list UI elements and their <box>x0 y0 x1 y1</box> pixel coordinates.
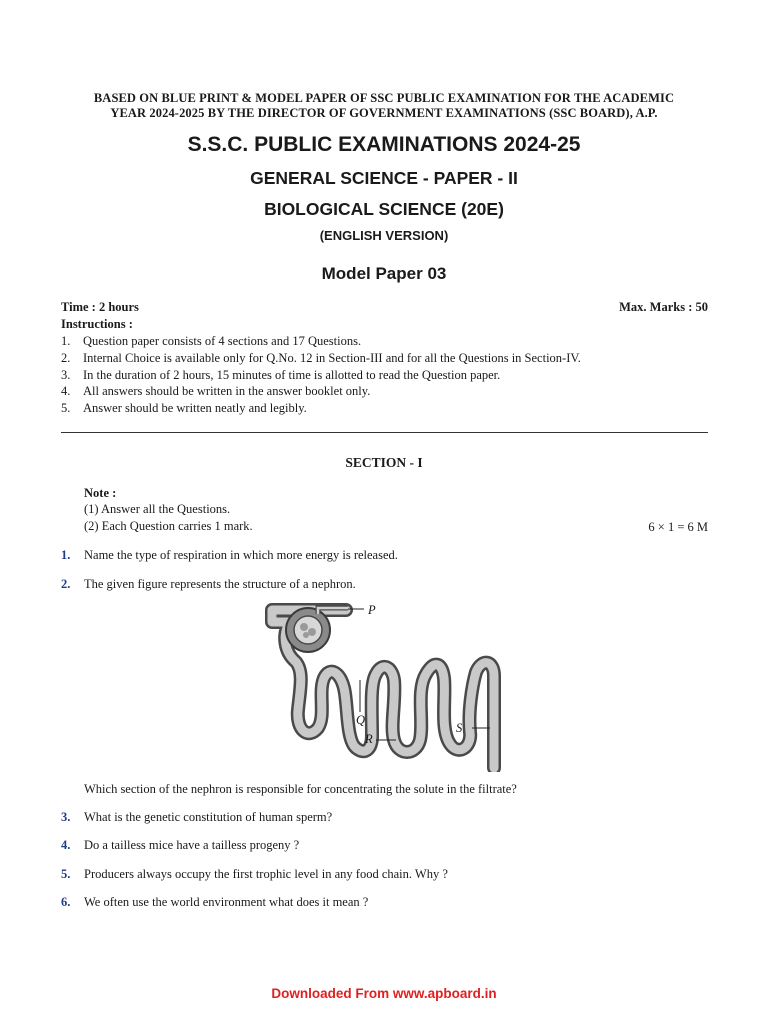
instruction-number: 3. <box>61 368 71 382</box>
instruction-item <box>61 351 581 366</box>
note-item-2: (2) Each Question carries 1 mark. <box>84 519 253 533</box>
question-number: 6. <box>61 895 71 909</box>
figure-label-q: Q <box>356 713 366 727</box>
question-number: 1. <box>61 548 71 562</box>
figure-label-p: P <box>368 603 376 617</box>
question-text: Name the type of respiration in which more energy is released. <box>84 548 398 562</box>
header-line-2: YEAR 2024-2025 BY THE DIRECTOR OF GOVERNMENT EXAMINATIONS (SSC BOARD), A.P. <box>110 106 658 120</box>
subject-title: BIOLOGICAL SCIENCE (20E) <box>264 199 504 219</box>
model-paper-title: Model Paper 03 <box>321 264 447 283</box>
question-text: What is the genetic constitution of human sperm? <box>84 810 333 824</box>
instruction-number: 1. <box>61 334 71 348</box>
question-text: The given figure represents the structure of a nephron. <box>84 577 356 591</box>
header-line-1: BASED ON BLUE PRINT & MODEL PAPER OF SSC PUBLIC EXAMINATION FOR THE ACADEMIC <box>93 91 675 105</box>
nephron-figure <box>260 600 510 772</box>
question-number: 5. <box>61 867 71 881</box>
time-label: Time : 2 hours <box>61 300 139 314</box>
question-number: 2. <box>61 577 71 591</box>
figure-label-r: R <box>365 732 373 746</box>
instruction-text: Question paper consists of 4 sections and 17 Questions. <box>83 334 362 348</box>
instruction-item <box>61 384 370 399</box>
question-text: Do a tailless mice have a tailless progeny ? <box>84 838 300 852</box>
section-title: SECTION - I <box>345 455 423 470</box>
divider <box>61 432 708 433</box>
paper-title: GENERAL SCIENCE - PAPER - II <box>250 168 518 188</box>
instruction-number: 4. <box>61 384 71 398</box>
instruction-number: 5. <box>61 401 71 415</box>
instruction-text: Answer should be written neatly and legibly. <box>83 401 307 415</box>
question-text: We often use the world environment what does it mean ? <box>84 895 369 909</box>
instruction-item <box>61 401 307 416</box>
note-label: Note : <box>84 486 117 500</box>
exam-title: S.S.C. PUBLIC EXAMINATIONS 2024-25 <box>187 133 581 156</box>
question-text: Producers always occupy the first trophic level in any food chain. Why ? <box>84 867 448 881</box>
section-marks: 6 × 1 = 6 M <box>648 520 708 534</box>
instruction-item <box>61 368 500 383</box>
instruction-item <box>61 334 361 349</box>
instruction-text: All answers should be written in the answer booklet only. <box>83 384 371 398</box>
max-marks-label: Max. Marks : 50 <box>619 300 708 314</box>
footer-link[interactable]: Downloaded From www.apboard.in <box>271 986 497 1001</box>
instructions-label: Instructions : <box>61 317 133 331</box>
figure-label-s: S <box>456 721 463 735</box>
note-item-1: (1) Answer all the Questions. <box>84 502 231 516</box>
instruction-text: Internal Choice is available only for Q.No. 12 in Section-III and for all the Questions in Section-IV. <box>83 351 581 365</box>
version-title: (ENGLISH VERSION) <box>319 228 449 243</box>
question-number: 3. <box>61 810 71 824</box>
instruction-number: 2. <box>61 351 71 365</box>
instruction-text: In the duration of 2 hours, 15 minutes of time is allotted to read the Question paper. <box>83 368 501 382</box>
figure-question-text: Which section of the nephron is responsible for concentrating the solute in the filtrate? <box>84 782 517 796</box>
question-number: 4. <box>61 838 71 852</box>
